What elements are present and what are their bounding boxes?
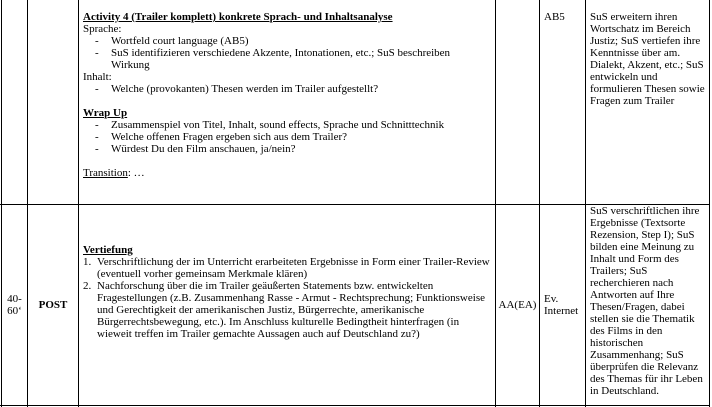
phase-cell: [28, 205, 78, 405]
transition-text: : …: [127, 167, 145, 179]
sprache-label: Sprache:: [83, 23, 122, 35]
list-item-text: Würdest Du den Film anschauen, ja/nein?: [111, 143, 296, 155]
list-item-text: Zusammenspiel von Titel, Inhalt, sound effects, Sprache und Schnitttechnik: [111, 119, 445, 131]
list-item: - Zusammenspiel von Titel, Inhalt, sound effects, Sprache und Schnitttechnik: [95, 119, 445, 131]
activity-4-cell: [83, 11, 491, 179]
list-item-text: Welche (provokanten) Thesen werden im Trailer aufgestellt?: [111, 83, 379, 95]
material-text: AB5: [544, 11, 565, 23]
list-item-number: 2.: [83, 280, 92, 292]
transition-line: [83, 167, 491, 179]
goals-text: SuS erweitern ihren Wortschatz im Bereich Justiz; SuS vertiefen ihre Kenntnisse über am. Dialekt, Akzent, etc.; SuS entwickeln und formulieren Thesen sowie Fragen zum Trailer: [590, 11, 705, 107]
time-cell: [2, 205, 27, 405]
list-item-text: Wortfeld court language (AB5): [111, 35, 249, 47]
list-item: - Würdest Du den Film anschauen, ja/nein?: [95, 143, 296, 155]
list-item-text: Nachforschung über die im Trailer geäußerten Statements bzw. entwickelten Fragestellungen (z.B. Zusammenhang Rasse - Armut - Rechtsprechung; Funktionsweise und Gerechtigkeit der amerikanischen Justiz, Bürgerrechte, amerikanische Bürgerrechtsbewegung, etc.). Im Anschluss kulturelle Bedingtheit hinterfragen (in wieweit treffen im Trailer gemachte Aussagen auch auf Deutschland zu?): [97, 280, 485, 340]
goals-cell: [590, 11, 708, 107]
social-form-text: AA(EA): [498, 299, 537, 311]
activity-heading: Activity 4 (Trailer komplett) konkrete Sprach- und Inhaltsanalyse: [83, 11, 393, 23]
list-item: [83, 256, 493, 280]
list-item-text: Verschriftlichung der im Unterricht erarbeiteten Ergebnisse in Form einer Trailer-Review (eventuell vorher gemeinsam Merkmale klären): [97, 256, 490, 280]
table-border-bottom: [0, 405, 710, 406]
vertiefung-cell: [83, 244, 493, 340]
bottom-material-text: Ev. Internet: [544, 293, 579, 317]
wrapup-heading: Wrap Up: [83, 107, 128, 119]
list-item: [83, 280, 493, 340]
list-item: - Wortfeld court language (AB5): [95, 35, 249, 47]
time-text: 40-60‘: [7, 293, 22, 317]
list-item: - Welche offenen Fragen ergeben sich aus dem Trailer?: [95, 131, 348, 143]
material-cell: [544, 11, 584, 23]
inhalt-label: Inhalt:: [83, 71, 112, 83]
social-form-cell: [496, 205, 539, 405]
bottom-goals-cell: [590, 205, 708, 397]
list-item-number: 1.: [83, 256, 92, 268]
list-item-text: SuS identifizieren verschiedene Akzente, Intonationen, etc.; SuS beschreiben Wirkung: [111, 47, 451, 71]
vertiefung-heading: Vertiefung: [83, 244, 133, 256]
list-item: - Welche (provokanten) Thesen werden im Trailer aufgestellt?: [95, 83, 379, 95]
transition-label: Transition: [83, 167, 128, 179]
bottom-material-cell: [544, 293, 584, 317]
list-item: - SuS identifizieren verschiedene Akzente, Intonationen, etc.; SuS beschreiben Wirkung: [83, 47, 491, 71]
phase-text: POST: [38, 299, 68, 311]
list-item-text: Welche offenen Fragen ergeben sich aus dem Trailer?: [111, 131, 348, 143]
bottom-goals-text: SuS verschriftlichen ihre Ergebnisse (Textsorte Rezension, Step I); SuS bilden eine Meinung zu Inhalt und Form des Trailers; SuS recherchieren nach Antworten auf Ihre Thesen/Fragen, dabei stellen sie die Thematik des Films in den historischen Zusammenhang; SuS überprüfen die Relevanz des Themas für ihr Leben in Deutschland.: [590, 205, 703, 397]
